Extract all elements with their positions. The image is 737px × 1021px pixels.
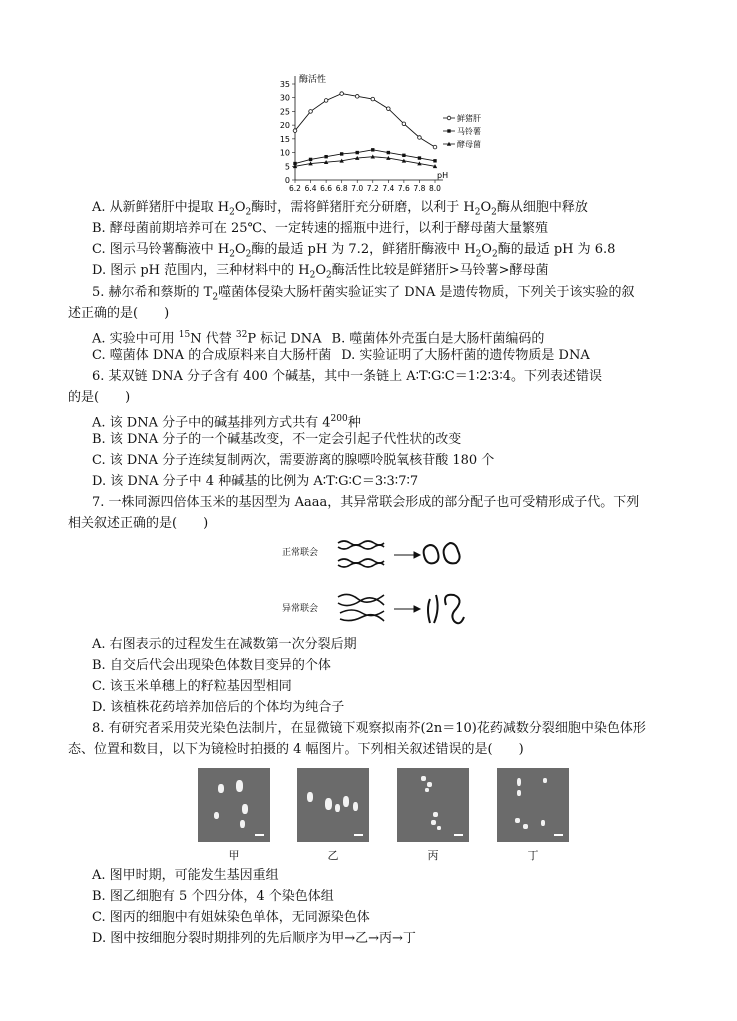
panel-label-yi: 乙 [327, 849, 339, 862]
q8-option-c: C. 图丙的细胞中有姐妹染色单体，无同源染色体 [92, 910, 370, 925]
micrograph-bing [397, 768, 469, 842]
x-tick-label: 7.8 [413, 184, 426, 193]
q7-option-d: D. 该植株花药培养加倍后的个体均为纯合子 [92, 700, 345, 715]
normal-arrow-icon [394, 552, 420, 558]
x-tick-label: 7.2 [366, 184, 379, 193]
q6-option-c: C. 该 DNA 分子连续复制两次，需要游离的腺嘌呤脱氧核苷酸 180 个 [92, 453, 495, 468]
q6-option-a: A. 该 DNA 分子中的碱基排列方式共有 $4^{200}$种 [92, 414, 361, 431]
y-tick-label: 15 [279, 134, 290, 144]
q5-option-a-b: A. 实验中可用 $^{15}$N 代替 $^{32}$P 标记 DNA B. 噬菌体外壳蛋白是大肠杆菌编码的 [92, 330, 545, 347]
data-point [371, 148, 374, 151]
q5-option-c-d: C. 噬菌体 DNA 的合成原料来自大肠杆菌 D. 实验证明了大肠杆菌的遗传物质是 DNA [92, 348, 590, 363]
y-tick-label: 20 [279, 121, 290, 131]
data-point [293, 129, 297, 133]
data-point [433, 159, 436, 162]
fig-label-abnormal: 异常联会 [282, 604, 319, 614]
legend-label: 马铃薯 [457, 127, 481, 136]
series-line [295, 94, 435, 147]
q6-option-d: D. 该 DNA 分子中 4 种碱基的比例为 A∶T∶G∶C＝3∶3∶7∶7 [92, 474, 419, 489]
x-tick-label: 7.4 [382, 184, 395, 193]
y-tick-label: 30 [279, 93, 290, 103]
data-point [402, 122, 406, 126]
q5-stem-line1: 5. 赫尔希和蔡斯的 $T_2$噬菌体侵染大肠杆菌实验证实了 DNA 是遗传物质，下列关于该实验的叙 [92, 285, 635, 303]
data-point [309, 158, 312, 161]
q7-option-c: C. 该玉米单穗上的籽粒基因型相同 [92, 679, 292, 694]
y-tick-label: 35 [279, 80, 290, 89]
data-point [309, 110, 313, 114]
panel-label-bing: 丙 [427, 849, 439, 862]
y-tick-label: 25 [279, 107, 290, 117]
fig-label-normal: 正常联会 [282, 548, 319, 558]
data-point [324, 99, 328, 103]
data-point [418, 156, 421, 159]
x-tick-label: 6.6 [320, 184, 333, 193]
legend-marker [447, 129, 450, 132]
x-tick-label: 8.0 [429, 184, 441, 193]
legend-marker [447, 116, 451, 120]
q8-option-a: A. 图甲时期，可能发生基因重组 [92, 868, 279, 883]
q4-option-b: B. 酵母菌前期培养可在 25℃、一定转速的摇瓶中进行，以利于酵母菌大量繁殖 [92, 221, 549, 236]
q5-stem-line2: 述正确的是( ) [68, 306, 170, 321]
legend-label: 鲜猪肝 [457, 114, 481, 123]
x-tick-label: 6.8 [335, 184, 348, 193]
q4-option-a: A. 从新鲜猪肝中提取 $H_2O_2$酶时，需将鲜猪肝充分研磨，以利于 $H_2O_2$酶从细胞中释放 [92, 200, 588, 218]
q4-option-c: C. 图示马铃薯酶液中 $H_2O_2$酶的最适 pH 为 7.2，鲜猪肝酶液中 $H_2O_2$酶的最适 pH 为 6.8 [92, 242, 616, 260]
q7-stem-line2: 相关叙述正确的是( ) [68, 516, 209, 531]
y-tick-label: 5 [284, 162, 290, 172]
data-point [387, 107, 391, 111]
x-axis-label: pH [437, 171, 449, 180]
series-line [295, 150, 435, 164]
q8-option-d: D. 图中按细胞分裂时期排列的先后顺序为甲→乙→丙→丁 [92, 931, 416, 946]
data-point [324, 155, 327, 158]
x-tick-label: 6.4 [304, 184, 317, 193]
ring-bivalent-icon [424, 543, 460, 563]
data-point [340, 152, 343, 155]
q8-option-b: B. 图乙细胞有 5 个四分体，4 个染色体组 [92, 889, 334, 904]
data-point [402, 154, 405, 157]
x-tick-label: 7.6 [397, 184, 410, 193]
q4-option-d: D. 图示 pH 范围内，三种材料中的 $H_2O_2$酶活性比较是鲜猪肝>马铃薯>酵母菌 [92, 263, 549, 281]
panel-label-ding: 丁 [527, 849, 539, 862]
abnormal-arrow-icon [394, 606, 420, 612]
data-point [371, 97, 375, 101]
enzyme-activity-chart [275, 72, 495, 197]
data-point [387, 151, 390, 154]
y-tick-label: 0 [284, 176, 290, 185]
x-tick-label: 6.2 [289, 184, 301, 193]
data-point [418, 136, 422, 140]
panel-label-jia: 甲 [228, 849, 240, 862]
q7-option-b: B. 自交后代会出现染色体数目变异的个体 [92, 658, 331, 673]
y-axis-label: 酶活性 [299, 75, 327, 85]
micrograph-jia [198, 768, 270, 842]
q6-option-b: B. 该 DNA 分子的一个碱基改变，不一定会引起子代性状的改变 [92, 432, 462, 447]
q7-option-a: A. 右图表示的过程发生在减数第一次分裂后期 [92, 637, 357, 652]
x-tick-label: 7.0 [351, 184, 364, 193]
y-tick-label: 10 [279, 148, 290, 158]
q6-stem-line1: 6. 某双链 DNA 分子含有 400 个碱基，其中一条链上 A∶T∶G∶C＝1∶2∶3∶4。下列表述错误 [92, 369, 602, 384]
data-point [433, 145, 437, 149]
micrograph-yi [297, 768, 369, 842]
data-point [355, 95, 359, 99]
synapsis-figure [282, 535, 482, 630]
data-point [340, 92, 344, 96]
q6-stem-line2: 的是( ) [68, 390, 131, 405]
normal-chromosome-pairs [338, 541, 384, 567]
q8-stem-line2: 态、位置和数目，以下为镜检时拍摄的 4 幅图片。下列相关叙述错误的是( ) [68, 742, 524, 757]
q7-stem-line1: 7. 一株同源四倍体玉米的基因型为 Aaaa，其异常联会形成的部分配子也可受精形成子代。下列 [92, 495, 640, 510]
abnormal-chromosome-pairs [338, 594, 384, 621]
q8-stem-line1: 8. 有研究者采用荧光染色法制片，在显微镜下观察拟南芥(2n＝10)花药减数分裂细胞中染色体形 [92, 721, 646, 736]
legend-label: 酵母菌 [457, 140, 481, 149]
abnormal-chain-icon [428, 595, 464, 624]
micrograph-ding [497, 768, 569, 842]
data-point [356, 151, 359, 154]
